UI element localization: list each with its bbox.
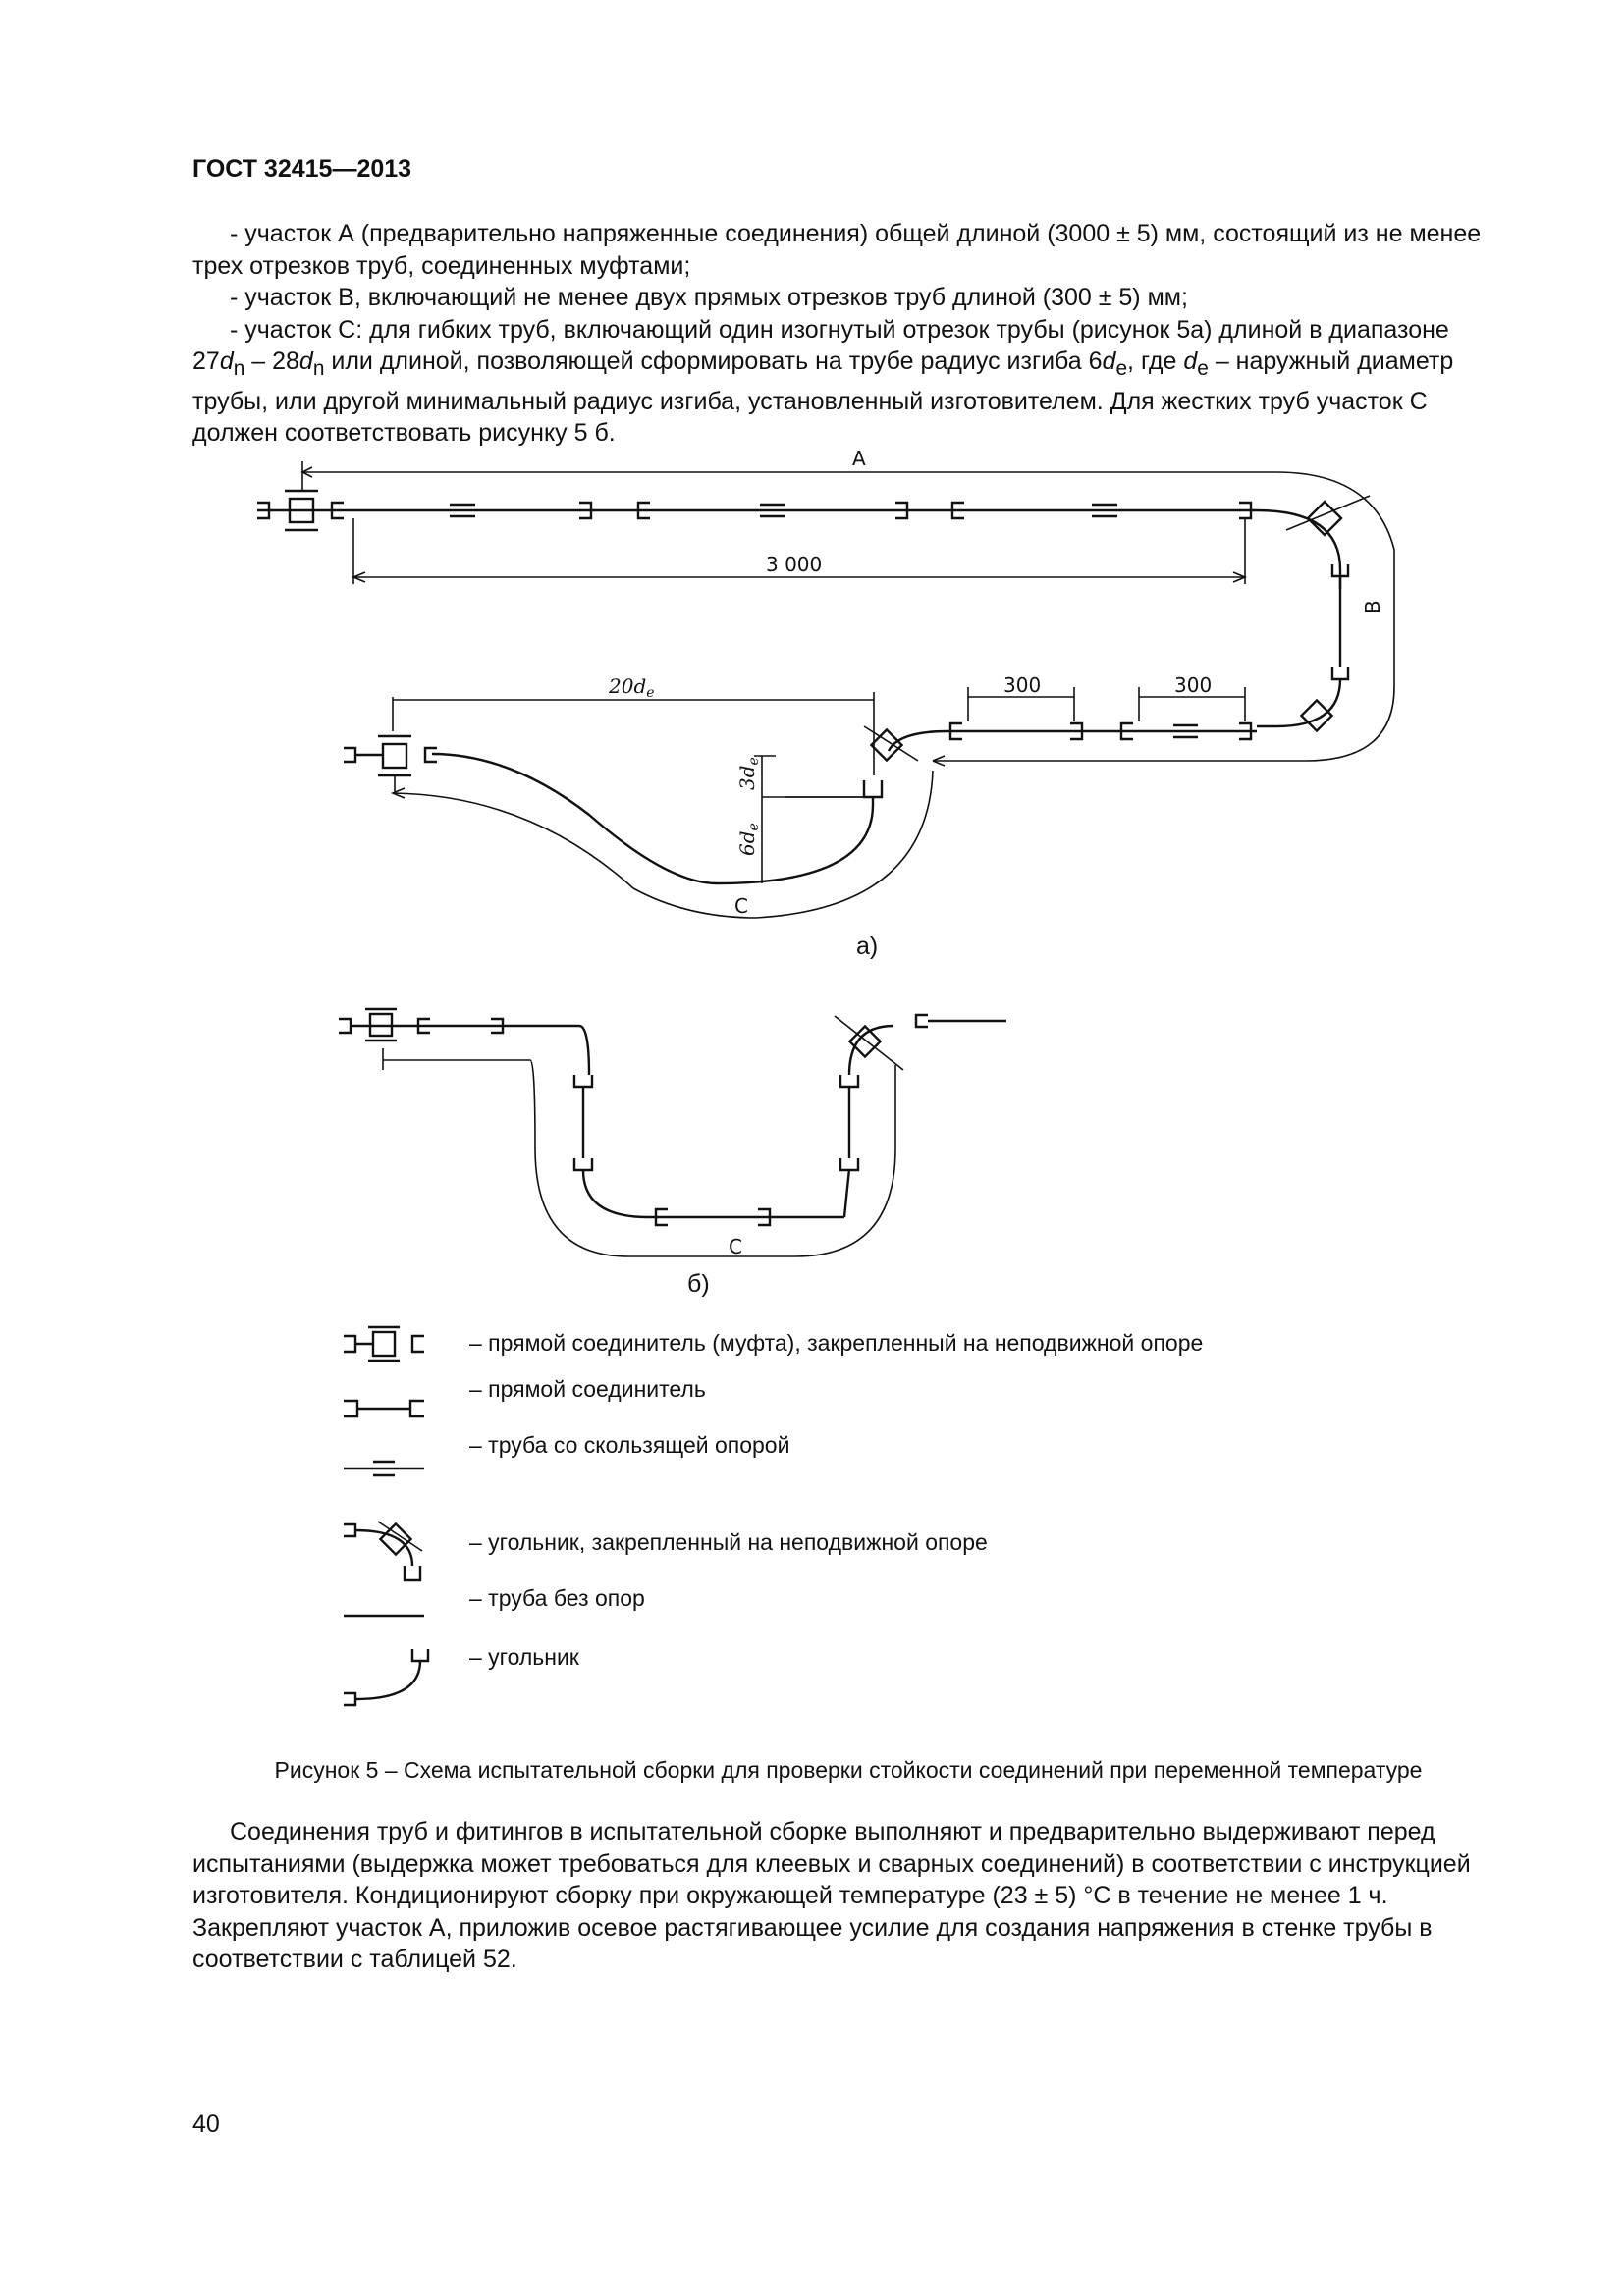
legend-elbow-icon [344,1649,428,1705]
dim-6de: $6d_e$ [735,823,762,856]
legend-sliding-pipe-icon [344,1462,424,1475]
dim-300-second: 300 [1174,673,1213,697]
legend-coupling-icon [344,1401,424,1416]
item-c: - участок С: для гибких труб, включающий один изогнутый отрезок трубы (рисунок 5а) длиной в диапазоне $27d_n - 28d_n$ или длиной, позволяющей сформировать на трубе радиус изгиба $6d_e$, где $d_e$ – наружный диаметр трубы, или другой минимальный радиус изгиба, установленный изготовителем. Для жестких труб участок С должен соответствовать рисунку 5 б. [192,315,1454,447]
legend-fixed-elbow: – угольник, закрепленный на неподвижной опоре [469,1529,988,1555]
subfigure-a-label: а) [856,933,879,960]
legend-fixed-coupling: – прямой соединитель (муфта), закрепленный на неподвижной опоре [469,1330,1204,1356]
legend-coupling: – прямой соединитель [469,1376,706,1402]
dim-3de: $3d_e$ [735,757,762,790]
label-section-a: A [852,447,866,470]
page-number: 40 [192,2110,220,2138]
figure-b [339,1009,1006,1258]
legend-pipe: – труба без опор [469,1585,645,1611]
legend-fixed-coupling-icon [344,1327,424,1361]
body-paragraph: Соединения труб и фитингов в испытательной сборке выполняют и предварительно выдерживают перед испытаниями (выдержка может требоваться для клеевых и сварных соединений) в соответствии с инструкцией изготовителя. Кондиционируют сборку при окружающей температуре (23 ± 5) °С в течение не менее 1 ч. Закрепляют участок А, приложив осевое растягивающее усилие для создания напряжения в стенке трубы в соответствии с таблицей 52. [192,1818,1471,1973]
figure-caption: Рисунок 5 – Схема испытательной сборки для проверки стойкости соединений при переменной температуре [274,1757,1423,1783]
legend-elbow: – угольник [469,1644,579,1670]
dim-20de: $20d_e$ [609,674,655,701]
label-c-figure-b: C [729,1235,742,1258]
document-header: ГОСТ 32415—2013 [192,155,412,183]
dim-300-first: 300 [1003,673,1042,697]
legend-symbols [344,1327,428,1705]
legend-sliding-pipe: – труба со скользящей опорой [469,1432,790,1458]
label-section-c: C [734,894,748,918]
item-b: - участок В, включающий не менее двух прямых отрезков труб длиной (300 ± 5) мм; [230,284,1188,311]
dim-3000: 3 000 [766,553,823,576]
legend-fixed-elbow-icon [344,1522,422,1580]
item-a: - участок А (предварительно напряженные соединения) общей длиной (3000 ± 5) мм, состоящий из не менее трех отрезков труб, соединенных муфтами; [192,220,1482,280]
label-section-b: B [1361,600,1384,614]
subfigure-b-label: б) [687,1270,710,1298]
figure-a [257,447,1394,918]
